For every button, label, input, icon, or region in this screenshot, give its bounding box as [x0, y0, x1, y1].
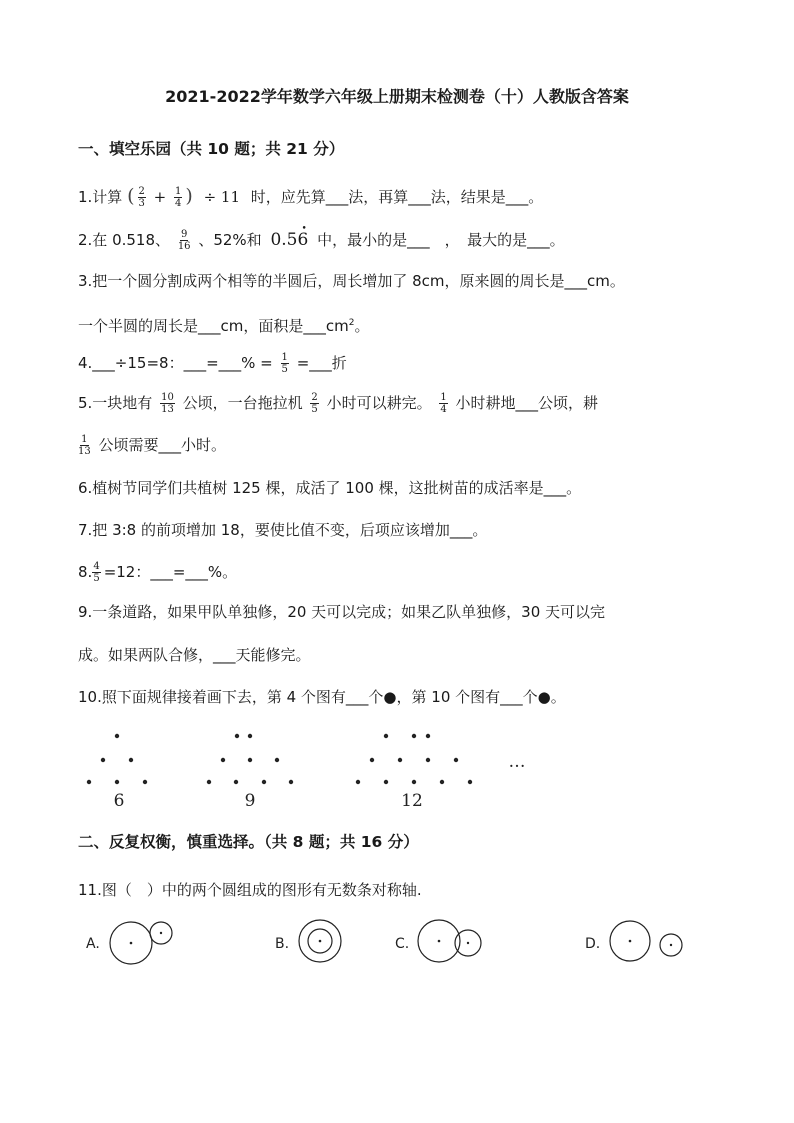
- dot: [115, 734, 119, 738]
- dot: [289, 780, 293, 784]
- option-d-label: D.: [585, 936, 601, 952]
- dot: [384, 734, 388, 738]
- option-a-label: A.: [86, 936, 100, 952]
- dot: [87, 780, 91, 784]
- q11-options-figure: [0, 915, 794, 975]
- dot-pattern-figure: [0, 720, 794, 820]
- option-c[interactable]: [395, 920, 481, 962]
- dot: [207, 780, 211, 784]
- fraction-1-13: $\frac{1}{13}$: [78, 434, 91, 457]
- pattern-label-6: 6: [113, 791, 125, 811]
- fraction-10-13: $\frac{10}{13}$: [161, 392, 174, 415]
- center-dot: [629, 940, 632, 943]
- question-4: [78, 352, 347, 375]
- question-3-line-1: 3.把一个圆分割成两个相等的半圆后，周长增加了 8cm，原来圆的周长是___cm。: [78, 272, 625, 290]
- dot: [143, 780, 147, 784]
- pattern-label-9: 9: [244, 791, 256, 811]
- pattern-label-12: 12: [401, 791, 423, 811]
- dot: [248, 734, 252, 738]
- dot-triangle-6: [87, 734, 147, 784]
- fraction-4-5: $\frac{4}{5}$: [93, 561, 100, 584]
- dot: [356, 780, 360, 784]
- dot: [384, 780, 388, 784]
- section-heading-1: 一、填空乐园（共 10 题；共 21 分）: [78, 140, 345, 158]
- q1-suffix: 时，应先算___法，再算___法，结果是___。: [250, 188, 544, 206]
- dot: [221, 758, 225, 762]
- option-d[interactable]: [585, 921, 682, 961]
- option-b[interactable]: [275, 920, 341, 962]
- question-10: 10.照下面规律接着画下去，第 4 个图有___个●，第 10 个图有___个●。: [78, 688, 566, 706]
- dot-triangle-9: [207, 734, 293, 784]
- dot: [412, 734, 416, 738]
- q2-suffix: 中，最小的是___ ， 最大的是___。: [317, 231, 565, 249]
- option-c-label: C.: [395, 936, 410, 952]
- q2-prefix: 2.在 0.518、: [78, 231, 171, 249]
- question-9-line-2: 成。如果两队合修，___天能修完。: [78, 646, 311, 664]
- option-a[interactable]: [86, 922, 172, 964]
- question-7: 7.把 3:8 的前项增加 18，要使比值不变，后项应该增加___。: [78, 521, 488, 539]
- question-9-line-1: 9.一条道路，如果甲队单独修，20 天可以完成；如果乙队单独修，30 天可以完: [78, 603, 606, 621]
- option-b-label: B.: [275, 936, 290, 952]
- dot: [398, 758, 402, 762]
- fraction-9-16: $\frac{9}{16}$: [177, 229, 191, 252]
- center-dot: [670, 944, 672, 946]
- dot: [440, 780, 444, 784]
- fraction-2-5: $\frac{2}{5}$: [311, 392, 318, 415]
- question-2: [78, 229, 565, 252]
- dot: [235, 734, 239, 738]
- center-dot: [467, 942, 469, 944]
- dot: [370, 758, 374, 762]
- question-1: [78, 186, 543, 209]
- dot: [262, 780, 266, 784]
- center-dot: [130, 942, 133, 945]
- pattern-ellipsis: …: [508, 752, 526, 772]
- question-3-line-2: 一个半圆的周长是___cm，面积是$\_\_\_cm^2$。: [78, 317, 370, 335]
- center-dot: [160, 932, 162, 934]
- dot: [468, 780, 472, 784]
- dot: [275, 758, 279, 762]
- dot: [454, 758, 458, 762]
- question-5-line-2: $\frac{1}{13}$ 公顷需要___小时。: [78, 434, 227, 457]
- document-title: 2021-2022学年数学六年级上册期末检测卷（十）人教版含答案: [165, 87, 629, 106]
- dot: [248, 758, 252, 762]
- center-dot: [319, 940, 322, 943]
- question-6: 6.植树节同学们共植树 125 棵，成活了 100 棵，这批树苗的成活率是___。: [78, 479, 582, 497]
- dot: [101, 758, 105, 762]
- q1-prefix: 1.计算: [78, 188, 123, 206]
- q2-middle: 、52%和: [198, 231, 262, 249]
- fraction-1-5: $\frac{1}{5}$: [281, 352, 288, 375]
- divide-expression: ÷ 11: [203, 188, 241, 206]
- center-dot: [438, 940, 441, 943]
- q4-suffix: =___折: [296, 354, 347, 372]
- left-paren: (: [127, 185, 135, 207]
- dot: [115, 780, 119, 784]
- question-11: 11.图（ ）中的两个圆组成的图形有无数条对称轴.: [78, 881, 422, 899]
- question-5-line-1: 5.一块地有 $\frac{10}{13}$ 公顷，一台拖拉机 $\frac{2}{5}$ 小时可以耕完。 $\frac{1}{4}$ 小时耕地___公顷，耕: [78, 392, 599, 415]
- dot: [234, 780, 238, 784]
- section-heading-2: 二、反复权衡，慎重选择。（共 8 题；共 16 分）: [78, 833, 419, 851]
- dot: [426, 758, 430, 762]
- dot: [129, 758, 133, 762]
- dot: [412, 780, 416, 784]
- dot-triangle-12: [356, 734, 472, 784]
- repeating-decimal: 0.5• 6: [270, 230, 308, 250]
- plus-sign: +: [148, 188, 171, 206]
- fraction-1-4: $\frac{1}{4}$: [440, 392, 447, 415]
- fraction-2-3: $\frac{2}{3}$: [138, 186, 145, 209]
- fraction-1-4: $\frac{1}{4}$: [175, 186, 182, 209]
- question-8: 8. $\frac{4}{5}$ =12：___=___%。: [78, 561, 238, 584]
- dot: [426, 734, 430, 738]
- right-paren: ): [185, 185, 193, 207]
- q4-prefix: 4.___÷15=8：___=___% =: [78, 354, 273, 372]
